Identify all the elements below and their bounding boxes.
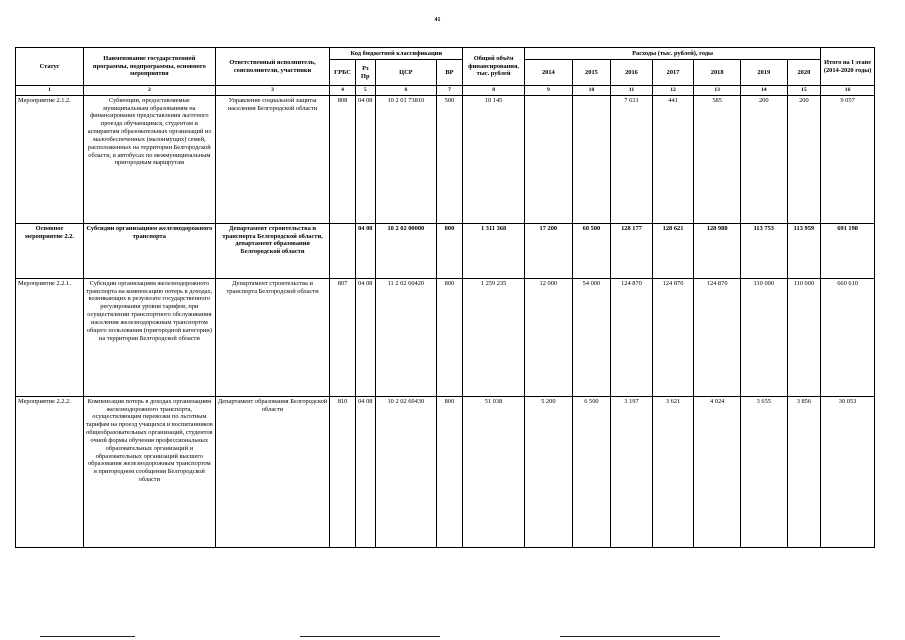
row-total: 10 145: [463, 95, 525, 223]
column-number: 15: [787, 86, 821, 96]
header-csr: ЦСР: [375, 60, 436, 86]
row-year-value: 585: [694, 95, 741, 223]
header-budget-code: Код бюджетной классификации: [330, 48, 463, 60]
row-csr: 10 2 01 73810: [375, 95, 436, 223]
column-number: 14: [740, 86, 787, 96]
column-number: 6: [375, 86, 436, 96]
row-stage-total: 30 053: [821, 396, 875, 547]
row-status: Основное мероприятие 2.2.: [16, 223, 84, 278]
row-year-value: 3 197: [611, 396, 653, 547]
column-number: 12: [652, 86, 694, 96]
row-year-value: 6 500: [572, 396, 611, 547]
row-csr: 11 2 02 60420: [375, 278, 436, 396]
header-year: 2019: [740, 60, 787, 86]
column-number: 5: [355, 86, 375, 96]
header-total-funding: Общий объём финансирования, тыс. рублей: [463, 48, 525, 86]
header-year: 2017: [652, 60, 694, 86]
row-year-value: 17 200: [525, 223, 573, 278]
row-total: 1 259 235: [463, 278, 525, 396]
row-year-value: [572, 95, 611, 223]
row-year-value: 128 177: [611, 223, 653, 278]
row-vr: 800: [436, 223, 462, 278]
row-csr: 10 2 02 00000: [375, 223, 436, 278]
row-year-value: 124 870: [694, 278, 741, 396]
row-csr: 10 2 02 60430: [375, 396, 436, 547]
page-number: 41: [434, 17, 441, 23]
row-stage-total: 691 198: [821, 223, 875, 278]
table-row: [16, 95, 875, 223]
row-grbs: 810: [330, 396, 355, 547]
row-rzpr: 04 08: [355, 223, 375, 278]
row-rzpr: 04 08: [355, 396, 375, 547]
row-stage-total: 9 057: [821, 95, 875, 223]
row-year-value: 3 621: [652, 396, 694, 547]
column-number: 1: [16, 86, 84, 96]
header-status: Статус: [16, 48, 84, 86]
header-year: 2020: [787, 60, 821, 86]
row-status: Мероприятие 2.2.2.: [16, 396, 84, 547]
row-total: 51 038: [463, 396, 525, 547]
table-row: [16, 278, 875, 396]
table-row: [16, 396, 875, 547]
row-year-value: 7 631: [611, 95, 653, 223]
scan-edge-line: [40, 636, 135, 637]
row-vr: 800: [436, 278, 462, 396]
header-row-1: [16, 48, 875, 60]
header-year: 2014: [525, 60, 573, 86]
row-executor: Управление социальной защиты населения Белгородской области: [215, 95, 330, 223]
header-grbs: ГРБС: [330, 60, 355, 86]
header-stage-total: Итого на I этапе (2014-2020 годы): [821, 48, 875, 86]
header-vr: ВР: [436, 60, 462, 86]
row-stage-total: 660 610: [821, 278, 875, 396]
row-status: Мероприятие 2.2.1.: [16, 278, 84, 396]
row-name: Компенсация потерь в доходах организациям железнодорожного транспорта, осуществляющим перевозки по льготным тарифам на проезд учащихся и воспитанников общеобразовательных организаций, студентов очной формы обучения профессиональных образовательных организаций и образовательных организаций высшего образования железнодорожным транспортом в пригородном сообщении Белгородской области: [83, 396, 215, 547]
row-year-value: 124 870: [611, 278, 653, 396]
column-number-row: [16, 86, 875, 96]
row-year-value: 3 856: [787, 396, 821, 547]
column-number: 3: [215, 86, 330, 96]
column-number: 16: [821, 86, 875, 96]
row-year-value: 60 500: [572, 223, 611, 278]
row-total: 1 311 368: [463, 223, 525, 278]
row-grbs: 808: [330, 95, 355, 223]
header-expenses: Расходы (тыс. рублей), годы: [525, 48, 821, 60]
column-number: 13: [694, 86, 741, 96]
row-year-value: 200: [740, 95, 787, 223]
row-name: Субсидии организациям железнодорожного транспорта на компенсацию потерь в доходах, возникающих в результате государственного регулирования уровня тарифов, при осуществлении транспортного обслуживания населения железнодорожным транспортом общего пользования (пригородной категории) на территории Белгородской области: [83, 278, 215, 396]
column-number: 4: [330, 86, 355, 96]
row-name: Субсидии организациям железнодорожного транспорта: [83, 223, 215, 278]
header-executor: Ответственный исполнитель, соисполнители, участники: [215, 48, 330, 86]
table-row: [16, 223, 875, 278]
row-year-value: 113 753: [740, 223, 787, 278]
row-executor: Департамент строительства и транспорта Белгородской области, департамент образования Белгородской области: [215, 223, 330, 278]
row-grbs: [330, 223, 355, 278]
column-number: 2: [83, 86, 215, 96]
row-executor: Департамент образования Белгородской области: [215, 396, 330, 547]
row-rzpr: 04 08: [355, 278, 375, 396]
row-name: Субвенции, предоставляемые муниципальным образованиям на финансирование предоставления льготного проезда обучающимся, студентам и аспирантам образовательных организаций из малообеспеченных (малоимущих) семей, расположенных на территории Белгородской области, в автобусах по межмуниципальным пригородным маршрутам: [83, 95, 215, 223]
budget-table: [15, 47, 875, 548]
column-number: 8: [463, 86, 525, 96]
header-year: 2015: [572, 60, 611, 86]
row-year-value: 110 000: [787, 278, 821, 396]
row-executor: Департамент строительства и транспорта Белгородской области: [215, 278, 330, 396]
header-year: 2018: [694, 60, 741, 86]
row-year-value: 54 000: [572, 278, 611, 396]
row-year-value: 12 000: [525, 278, 573, 396]
column-number: 11: [611, 86, 653, 96]
row-vr: 500: [436, 95, 462, 223]
row-year-value: 113 959: [787, 223, 821, 278]
row-year-value: [525, 95, 573, 223]
column-number: 10: [572, 86, 611, 96]
row-status: Мероприятие 2.1.2.: [16, 95, 84, 223]
row-year-value: 441: [652, 95, 694, 223]
scan-edge-line: [560, 636, 720, 637]
row-year-value: 128 621: [652, 223, 694, 278]
row-rzpr: 04 08: [355, 95, 375, 223]
header-rzpr: Рз Пр: [355, 60, 375, 86]
row-year-value: 124 870: [652, 278, 694, 396]
column-number: 7: [436, 86, 462, 96]
row-year-value: 3 655: [740, 396, 787, 547]
header-name: Наименование государственной программы, подпрограммы, основного мероприятия: [83, 48, 215, 86]
scan-edge-line: [300, 636, 440, 637]
row-year-value: 110 000: [740, 278, 787, 396]
row-year-value: 128 988: [694, 223, 741, 278]
row-grbs: 807: [330, 278, 355, 396]
row-year-value: 4 024: [694, 396, 741, 547]
row-year-value: 200: [787, 95, 821, 223]
row-vr: 800: [436, 396, 462, 547]
column-number: 9: [525, 86, 573, 96]
row-year-value: 5 200: [525, 396, 573, 547]
header-year: 2016: [611, 60, 653, 86]
